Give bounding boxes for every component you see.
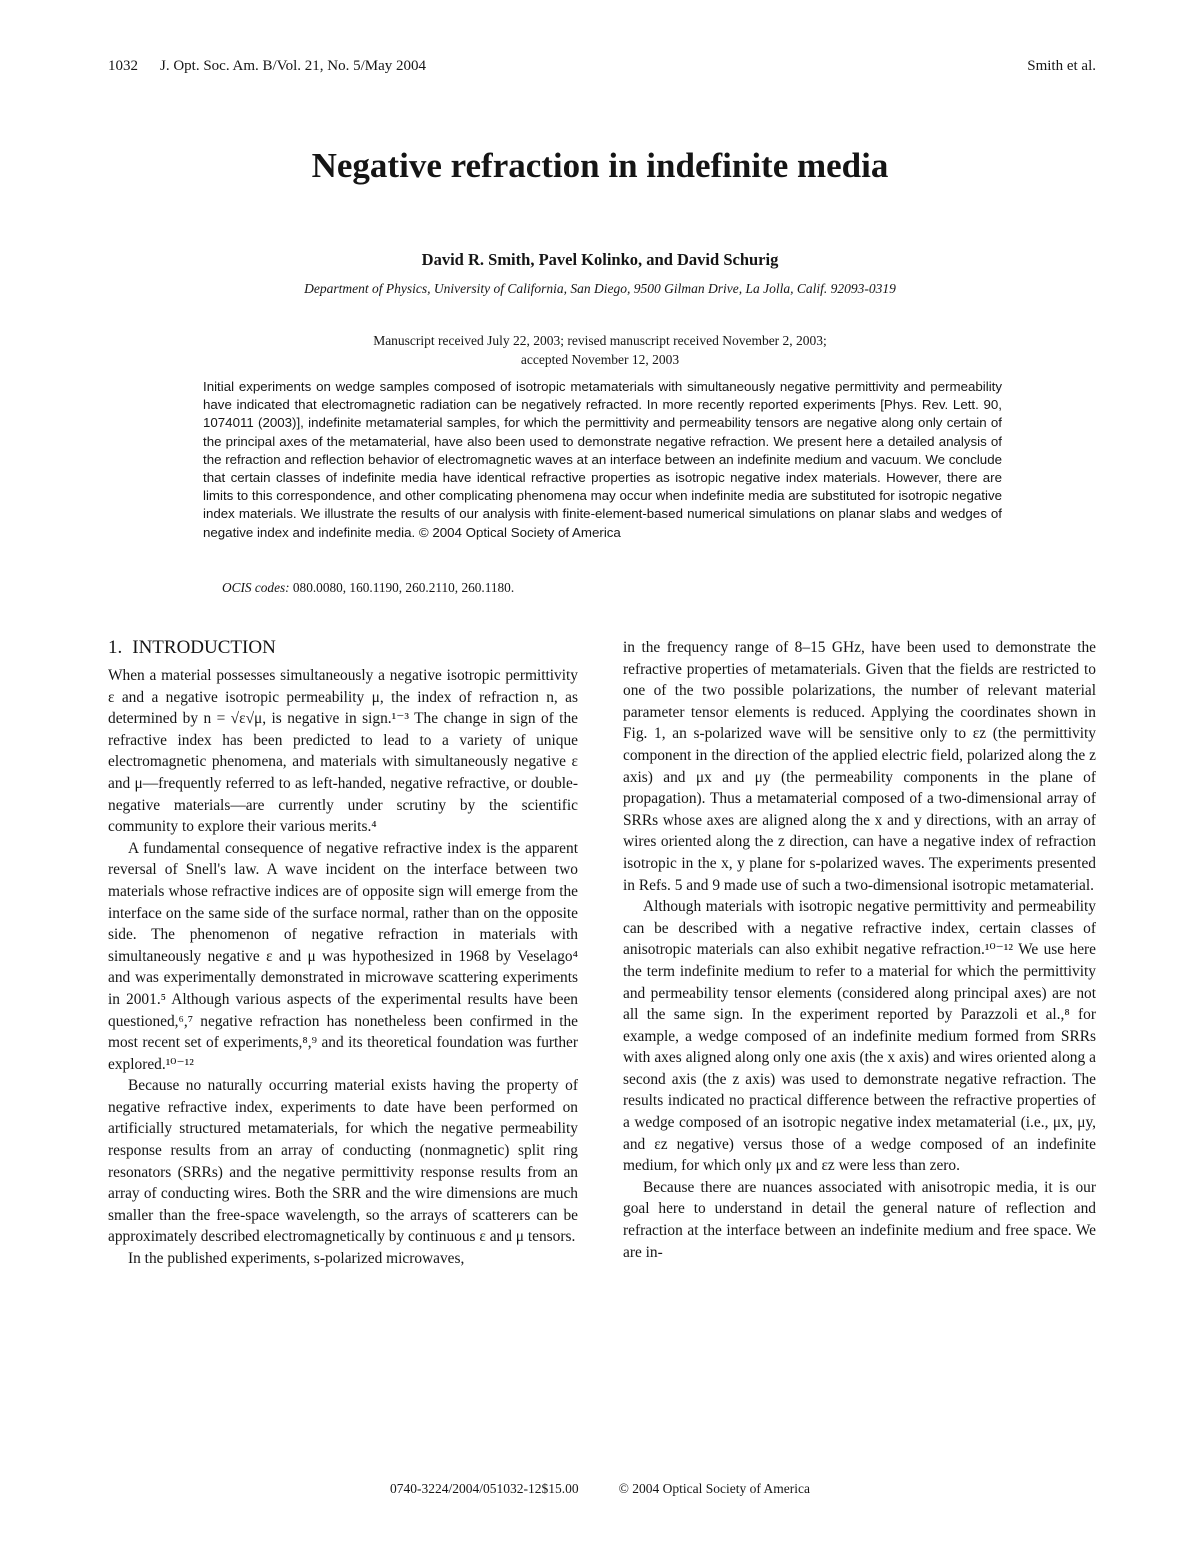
journal-citation: J. Opt. Soc. Am. B/Vol. 21, No. 5/May 2004 xyxy=(160,58,426,74)
page-number: 1032 xyxy=(108,58,138,74)
ocis-code-list: 080.0080, 160.1190, 260.2110, 260.1180. xyxy=(292,580,515,595)
footer xyxy=(0,1481,1200,1497)
paper-title: Negative refraction in indefinite media xyxy=(311,146,889,185)
paragraph: Because no naturally occurring material exists having the property of negative refractive index, experiments to date have been performed on artificially structured metamaterials, for which the negative permeability response results from an array of conducting (nonmagnetic) split ring resonators (SRRs) and the negative permittivity response results from an array of conducting wires. Both the SRR and the wire dimensions are much smaller than the free-space wavelength, so the arrays of scatterers can be approximately described electromagnetically by continuous ε and μ tensors. xyxy=(108,1077,578,1246)
paragraph: in the frequency range of 8–15 GHz, have been used to demonstrate the refractive properties of metamaterials. Given that the fields are restricted to one of the two possible polarizations, the number of relevant material parameter tensor elements is reduced. Applying the coordinates shown in Fig. 1, an s-polarized wave will be sensitive only to εz (the permittivity component in the direction of the applied electric field, polarized along the z axis) and μx and μy (the permeability components in the plane of propagation). Thus a metamaterial composed of a two-dimensional array of SRRs whose axes are aligned along the x and y directions, with an array of wires oriented along the z direction, can have a negative index of refraction isotropic in the x, y plane for s-polarized waves. The experiments presented in Refs. 5 and 9 made use of such a two-dimensional isotropic metamaterial. xyxy=(623,639,1096,894)
copyright: © 2004 Optical Society of America xyxy=(618,1481,810,1496)
author-list: David R. Smith, Pavel Kolinko, and David Schurig xyxy=(421,250,779,269)
paragraph: In the published experiments, s-polarized microwaves, xyxy=(128,1250,465,1268)
paragraph: Because there are nuances associated with anisotropic media, it is our goal here to understand in detail the general nature of reflection and refraction at the interface between an indefinite medium and free space. We are in- xyxy=(623,1178,1096,1261)
received-dates xyxy=(0,331,1200,369)
section-number: 1. xyxy=(108,637,123,658)
ocis-label: OCIS codes: xyxy=(222,580,290,595)
paragraph: A fundamental consequence of negative refractive index is the apparent reversal of Snell's law. A wave incident on the interface between two materials whose refractive indices are of opposite sign will emerge from the interface on the same side of the surface normal, rather than on the opposite side. The phenomenon of negative refraction in materials with simultaneously negative ε and μ was hypothesized in 1968 by Veselago⁴ and was experimentally demonstrated in microwave scattering experiments in 2001.⁵ Although various aspects of the experimental results have been questioned,⁶,⁷ negative refraction has nonetheless been confirmed in the most recent set of experiments,⁸,⁹ and its theoretical foundation was further explored.¹⁰⁻¹² xyxy=(108,839,578,1073)
right-column xyxy=(623,637,1096,1263)
abstract: Initial experiments on wedge samples composed of isotropic metamaterials with simultaneously negative permittivity and permeability have indicated that electromagnetic radiation can be negatively refracted. In more recently reported experiments [Phys. Rev. Lett. 90, 1074011 (2003)], indefinite metamaterial samples, for which the permittivity and permeability tensors are negative along only certain of the principal axes of the metamaterial, have also been used to demonstrate negative refraction. We present here a detailed analysis of the refraction and reflection behavior of electromagnetic waves at an interface between an indefinite medium and vacuum. We conclude that certain classes of indefinite media have identical refractive properties as isotropic negative index materials. However, there are limits to this correspondence, and other complicating phenomena may occur when indefinite media are substituted for isotropic negative index materials. We illustrate the results of our analysis with finite-element-based numerical simulations on planar slabs and wedges of negative index and indefinite media. © 2004 Optical Society of America xyxy=(203,379,1002,540)
author-short: Smith et al. xyxy=(1027,58,1096,74)
left-column xyxy=(108,635,578,1270)
issn-code: 0740-3224/2004/051032-12$15.00 xyxy=(390,1481,579,1496)
affiliation: Department of Physics, University of California, San Diego, 9500 Gilman Drive, La Jolla, Calif. 92093-0319 xyxy=(304,281,896,296)
paragraph: When a material possesses simultaneously a negative isotropic permittivity ε and a negative isotropic permeability μ, the index of refraction n, as determined by n = √ε√μ, is negative in sign.¹⁻³ The change in sign of the refractive index has been predicted to lead to a variety of unique electromagnetic phenomena, and materials with simultaneously negative ε and μ—frequently referred to as left-handed, negative refractive, or double-negative materials—are currently under scrutiny by the scientific community to explore their various merits.⁴ xyxy=(108,667,578,836)
ocis-codes xyxy=(222,580,514,596)
section-heading xyxy=(108,635,578,661)
received-line-1: Manuscript received July 22, 2003; revised manuscript received November 2, 2003; xyxy=(373,333,827,348)
section-title: INTRODUCTION xyxy=(132,637,276,658)
running-head xyxy=(108,58,1096,80)
paragraph: Although materials with isotropic negative permittivity and permeability can be described with a negative refractive index, certain classes of anisotropic materials can also exhibit negative refraction.¹⁰⁻¹² We use here the term indefinite medium to refer to a material for which the permittivity and permeability tensor elements (considered along principal axes) are not all the same sign. In the experiment reported by Parazzoli et al.,⁸ for example, a wedge composed of an indefinite medium formed from SRRs with axes aligned along only one axis (the x axis) and wires oriented along a second axis (the z axis) was used to demonstrate negative refraction. The results indicated no practical difference between the refractive properties of a wedge composed of an isotropic negative index metamaterial (i.e., μx, μy, and εz negative) versus those of a wedge composed of an indefinite medium, for which only μx and εz were less than zero. xyxy=(623,898,1096,1175)
received-line-2: accepted November 12, 2003 xyxy=(520,352,680,367)
